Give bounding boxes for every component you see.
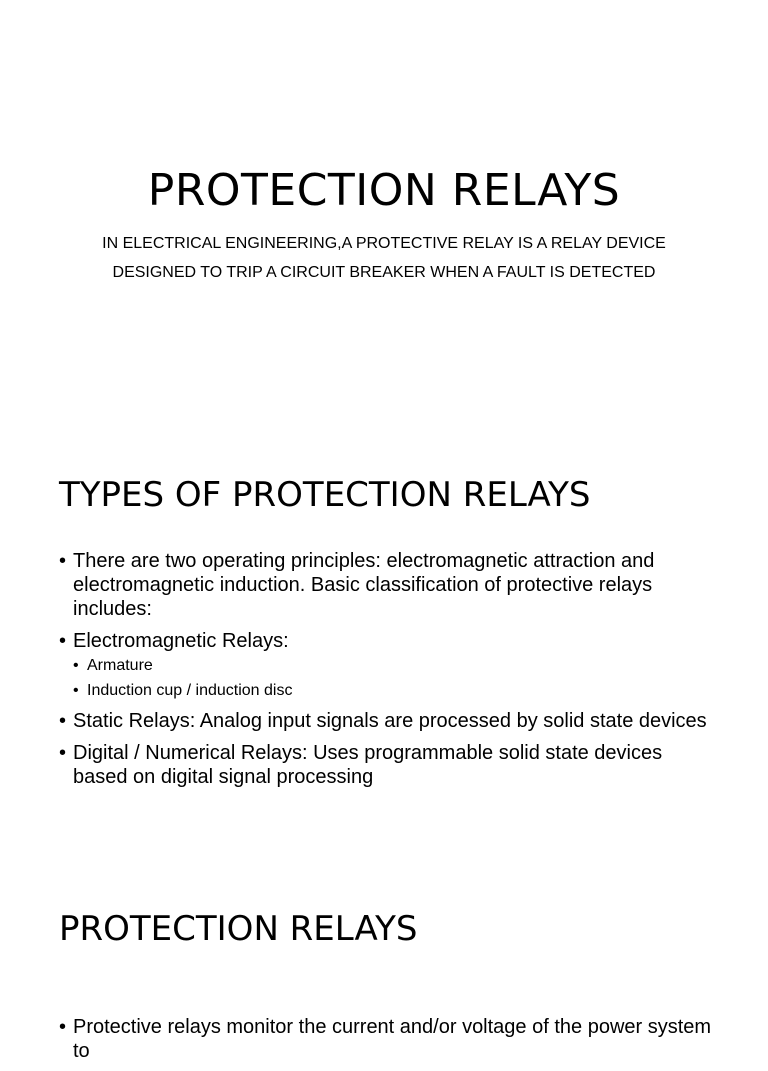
relays-slide: [0, 880, 768, 1062]
slide-title: TYPES OF PROTECTION RELAYS: [59, 475, 591, 515]
bullet-text: Static Relays: Analog input signals are processed by solid state devices: [73, 710, 707, 732]
title-slide: [0, 0, 768, 384]
sub-bullet-list: [73, 656, 719, 701]
sub-bullet-item: • Induction cup / induction disc: [73, 681, 719, 701]
bullet-list: [59, 549, 719, 797]
slide-subtitle: [0, 229, 768, 287]
subtitle-line: IN ELECTRICAL ENGINEERING,A PROTECTIVE RELAY IS A RELAY DEVICE: [102, 235, 666, 252]
bullet-text: Electromagnetic Relays:: [73, 630, 289, 652]
bullet-text: Protective relays monitor the current and/or voltage of the power system to: [73, 1016, 712, 1062]
slide-title: PROTECTION RELAYS: [147, 165, 621, 216]
bullet-item: [59, 741, 719, 789]
bullet-list: [59, 1015, 719, 1071]
subtitle-line: DESIGNED TO TRIP A CIRCUIT BREAKER WHEN A FAULT IS DETECTED: [112, 264, 656, 281]
bullet-item: [59, 549, 719, 621]
sub-bullet-item: • Armature: [73, 656, 719, 676]
bullet-item: [59, 629, 719, 701]
bullet-text: Digital / Numerical Relays: Uses programmable solid state devices based on digital signal processing: [73, 742, 663, 788]
bullet-text: There are two operating principles: electromagnetic attraction and electromagnetic induction. Basic classification of protective relays includes:: [73, 550, 655, 620]
bullet-item: [59, 709, 719, 733]
types-slide: [0, 444, 768, 828]
bullet-item: [59, 1015, 719, 1063]
slide-title: PROTECTION RELAYS: [59, 909, 418, 949]
